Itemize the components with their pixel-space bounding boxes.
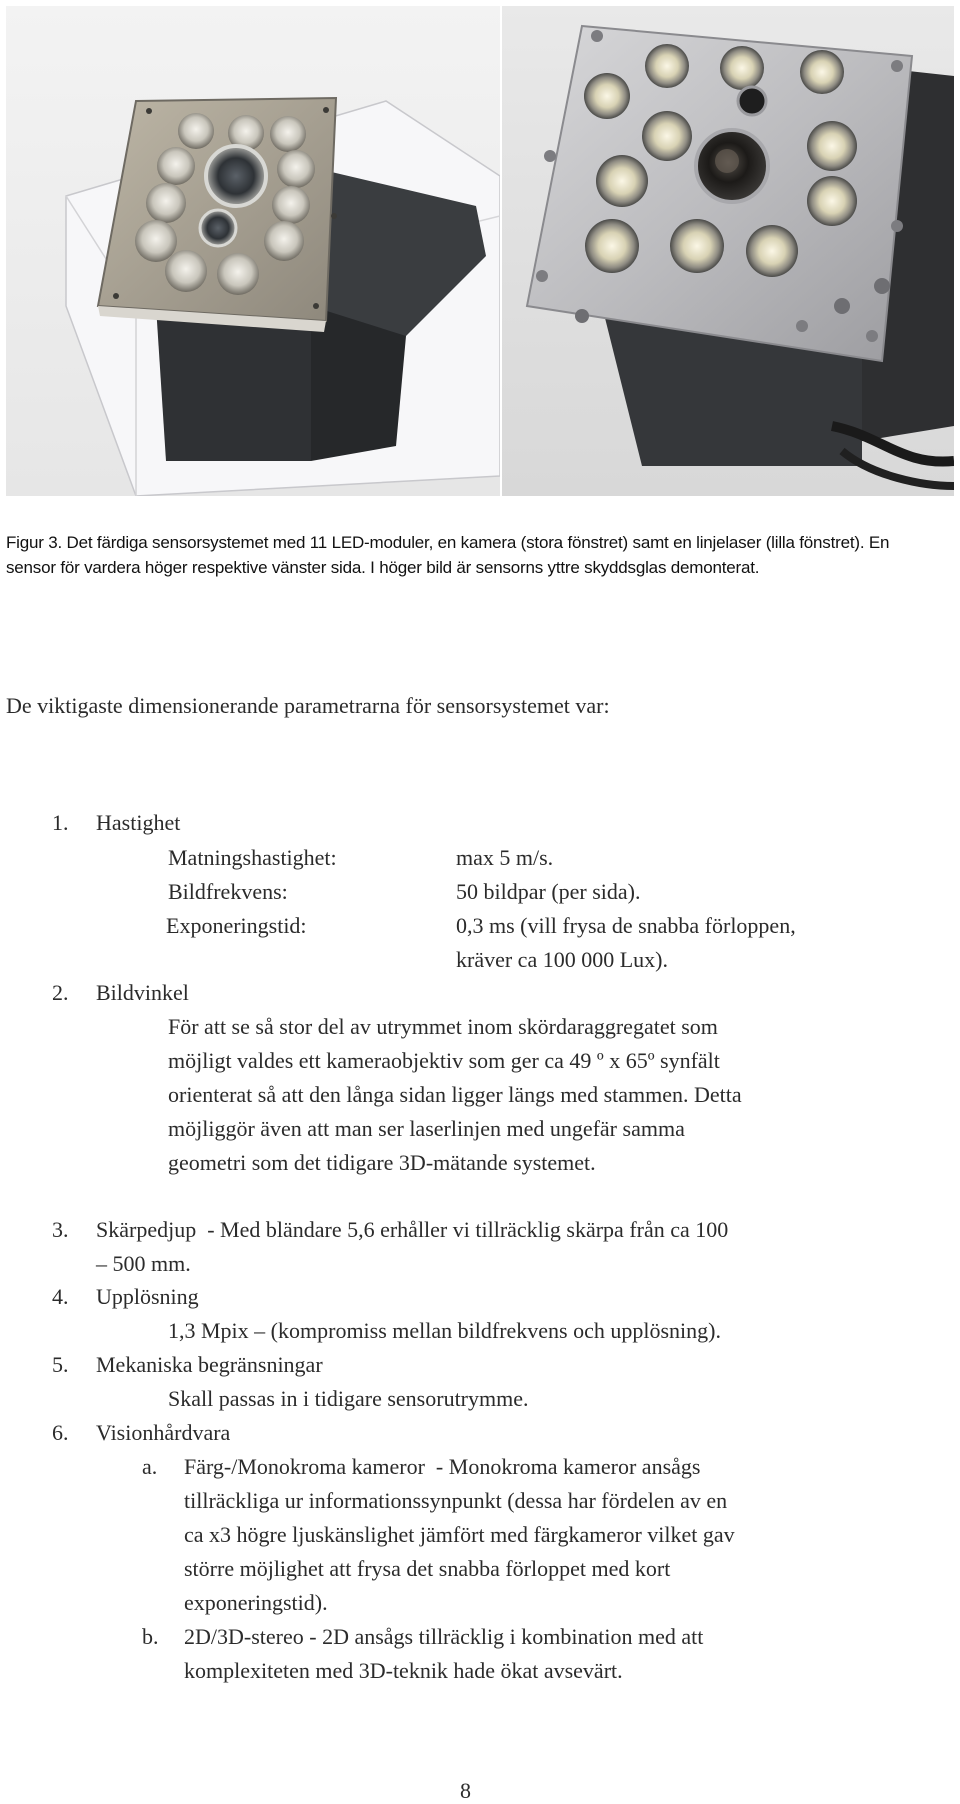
list-item-3-text-cont: – 500 mm.: [96, 1251, 191, 1276]
param-value: 0,3 ms (vill frysa de snabba förloppen,: [456, 913, 796, 938]
sensor-photo-left: [6, 6, 500, 496]
body-line: Färg-/Monokroma kameror - Monokroma kameror ansågs: [184, 1454, 701, 1479]
list-item-2-title: Bildvinkel: [96, 980, 189, 1005]
body-line: 2D/3D-stereo - 2D ansågs tillräcklig i kombination med att: [184, 1624, 704, 1649]
body-line: möjliggör även att man ser laserlinjen med ungefär samma: [168, 1116, 685, 1141]
body-line: tillräckliga ur informationssynpunkt (dessa har fördelen av en: [184, 1488, 728, 1513]
param-label: Matningshastighet:: [168, 845, 337, 870]
body-line: geometri som det tidigare 3D-mätande systemet.: [168, 1150, 596, 1175]
body-line: större möjlighet att frysa det snabba förloppet med kort: [184, 1556, 671, 1581]
body-line: möjligt valdes ett kameraobjektiv som ger ca 49 º x 65º synfält: [168, 1048, 720, 1073]
param-value: 50 bildpar (per sida).: [456, 879, 641, 904]
list-number-3: 3.: [52, 1217, 69, 1242]
sub-letter-a: a.: [142, 1454, 158, 1479]
sub-letter-b: b.: [142, 1624, 159, 1649]
figure-caption: Figur 3. Det färdiga sensorsystemet med 11 LED-moduler, en kamera (stora fönstret) samt en linjelaser (lilla fönstret). En sensor för vardera höger respektive vänster sida. I höger bild är sensorns yttre skyddsglas demonterat.: [6, 533, 890, 577]
list-item-1-title: Hastighet: [96, 810, 181, 835]
intro-paragraph: De viktigaste dimensionerande parametrarna för sensorsystemet var:: [6, 693, 610, 718]
body-line: komplexiteten med 3D-teknik hade ökat avsevärt.: [184, 1658, 623, 1683]
sensor-photo-right: [502, 6, 954, 496]
list-item-6-title: Visionhårdvara: [96, 1420, 231, 1445]
body-line: exponeringstid).: [184, 1590, 328, 1615]
body-line: 1,3 Mpix – (kompromiss mellan bildfrekvens och upplösning).: [168, 1318, 721, 1343]
body-line: Skall passas in i tidigare sensorutrymme.: [168, 1386, 529, 1411]
param-value: kräver ca 100 000 Lux).: [456, 947, 668, 972]
list-item-3-text: Skärpedjup - Med bländare 5,6 erhåller vi tillräcklig skärpa från ca 100: [96, 1217, 729, 1242]
param-value: max 5 m/s.: [456, 845, 554, 870]
body-line: orienterat så att den långa sidan ligger längs med stammen. Detta: [168, 1082, 742, 1107]
body-line: För att se så stor del av utrymmet inom skördaraggregatet som: [168, 1014, 718, 1039]
list-number-5: 5.: [52, 1352, 69, 1377]
list-number-2: 2.: [52, 980, 69, 1005]
body-line: ca x3 högre ljuskänslighet jämfört med färgkameror vilket gav: [184, 1522, 735, 1547]
list-number-4: 4.: [52, 1284, 69, 1309]
param-label: Bildfrekvens:: [168, 879, 288, 904]
page-number: 8: [460, 1778, 471, 1803]
param-label: Exponeringstid:: [166, 913, 307, 938]
list-number-1: 1.: [52, 810, 69, 835]
list-item-4-title: Upplösning: [96, 1284, 199, 1309]
list-number-6: 6.: [52, 1420, 69, 1445]
list-item-5-title: Mekaniska begränsningar: [96, 1352, 323, 1377]
